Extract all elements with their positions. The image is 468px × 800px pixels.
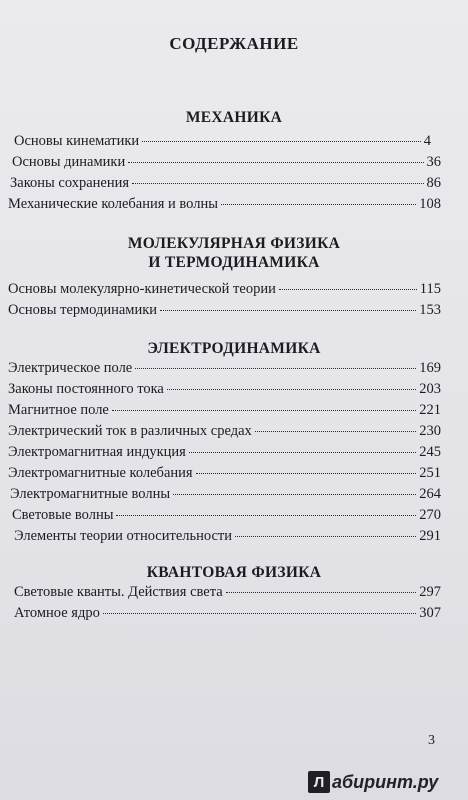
dot-leader — [226, 592, 417, 593]
page-number: 3 — [428, 733, 435, 748]
page-title: СОДЕРЖАНИЕ — [169, 34, 299, 53]
dot-leader — [255, 431, 416, 432]
toc-entry-title: Электромагнитные волны — [10, 486, 171, 502]
dot-leader — [112, 410, 416, 411]
dot-leader — [142, 141, 421, 142]
toc-entry-page: 251 — [419, 465, 441, 481]
toc-entry — [12, 507, 441, 527]
toc-entry — [8, 196, 441, 216]
section-heading-line: МОЛЕКУЛЯРНАЯ ФИЗИКА — [127, 235, 341, 252]
toc-entry — [10, 486, 441, 506]
toc-entry-title: Атомное ядро — [14, 605, 100, 621]
toc-entry-title: Основы молекулярно-кинетической теории — [8, 281, 276, 297]
toc-entry-title: Магнитное поле — [8, 402, 109, 418]
dot-leader — [189, 452, 416, 453]
toc-entry — [12, 154, 441, 174]
dot-leader — [128, 162, 423, 163]
labirint-logo-text: абиринт.ру — [332, 771, 439, 792]
toc-entry-title: Основы кинематики — [14, 133, 140, 149]
toc-entry-page: 115 — [419, 281, 441, 297]
dot-leader — [132, 183, 423, 184]
dot-leader — [173, 494, 416, 495]
labirint-watermark — [308, 768, 466, 796]
toc-entry-page: 153 — [419, 302, 441, 318]
toc-entry-page: 108 — [419, 196, 441, 212]
toc-entry — [14, 133, 431, 153]
section-heading-line: ЭЛЕКТРОДИНАМИКА — [147, 340, 321, 357]
toc-entry-page: 221 — [419, 402, 441, 418]
section-heading-line: КВАНТОВАЯ ФИЗИКА — [146, 564, 322, 581]
toc-entry — [8, 444, 441, 464]
toc-entry-title: Механические колебания и волны — [8, 196, 218, 212]
labirint-logo-icon: Л — [308, 771, 330, 793]
dot-leader — [221, 204, 416, 205]
toc-entry — [8, 423, 441, 443]
toc-entry-title: Основы динамики — [12, 154, 126, 170]
toc-entry-title: Основы термодинамики — [8, 302, 158, 318]
toc-entry-title: Световые кванты. Действия света — [14, 584, 223, 600]
toc-entry-page: 4 — [423, 133, 431, 149]
dot-leader — [196, 473, 417, 474]
toc-entry-page: 264 — [419, 486, 441, 502]
section-heading-line: МЕХАНИКА — [185, 109, 283, 126]
section-heading-line: И ТЕРМОДИНАМИКА — [148, 254, 320, 271]
toc-entry-title: Электромагнитная индукция — [8, 444, 186, 460]
toc-entry-page: 297 — [419, 584, 441, 600]
toc-entry-page: 230 — [419, 423, 441, 439]
toc-entry — [8, 381, 441, 401]
toc-entry-title: Законы постоянного тока — [8, 381, 164, 397]
toc-entry-page: 169 — [419, 360, 441, 376]
toc-entry-page: 203 — [419, 381, 441, 397]
toc-entry — [10, 175, 441, 195]
toc-entry — [8, 402, 441, 422]
dot-leader — [167, 389, 416, 390]
toc-entry-title: Электрический ток в различных средах — [8, 423, 252, 439]
toc-entry-title: Законы сохранения — [10, 175, 130, 191]
toc-entry — [8, 302, 441, 322]
dot-leader — [103, 613, 416, 614]
dot-leader — [235, 536, 416, 537]
toc-entry — [14, 528, 441, 548]
toc-entry-page: 270 — [419, 507, 441, 523]
toc-entry-page: 245 — [419, 444, 441, 460]
section-heading-electrodynamics — [0, 339, 468, 358]
section-heading-quantum-physics — [0, 563, 468, 582]
toc-entry — [14, 605, 441, 625]
toc-entry-title: Световые волны — [12, 507, 114, 523]
section-heading-molecular-physics — [0, 234, 468, 272]
toc-entry-page: 36 — [426, 154, 441, 170]
toc-entry — [8, 281, 441, 301]
dot-leader — [116, 515, 416, 516]
dot-leader — [160, 310, 416, 311]
section-heading-mechanics — [0, 108, 468, 127]
toc-entry — [14, 584, 441, 604]
toc-entry — [8, 465, 441, 485]
toc-entry-page: 86 — [426, 175, 441, 191]
dot-leader — [135, 368, 416, 369]
toc-entry-page: 291 — [419, 528, 441, 544]
toc-entry — [8, 360, 441, 380]
toc-entry-title: Электрическое поле — [8, 360, 133, 376]
toc-entry-page: 307 — [419, 605, 441, 621]
dot-leader — [279, 289, 417, 290]
toc-entry-title: Элементы теории относительности — [14, 528, 233, 544]
toc-entry-title: Электромагнитные колебания — [8, 465, 193, 481]
